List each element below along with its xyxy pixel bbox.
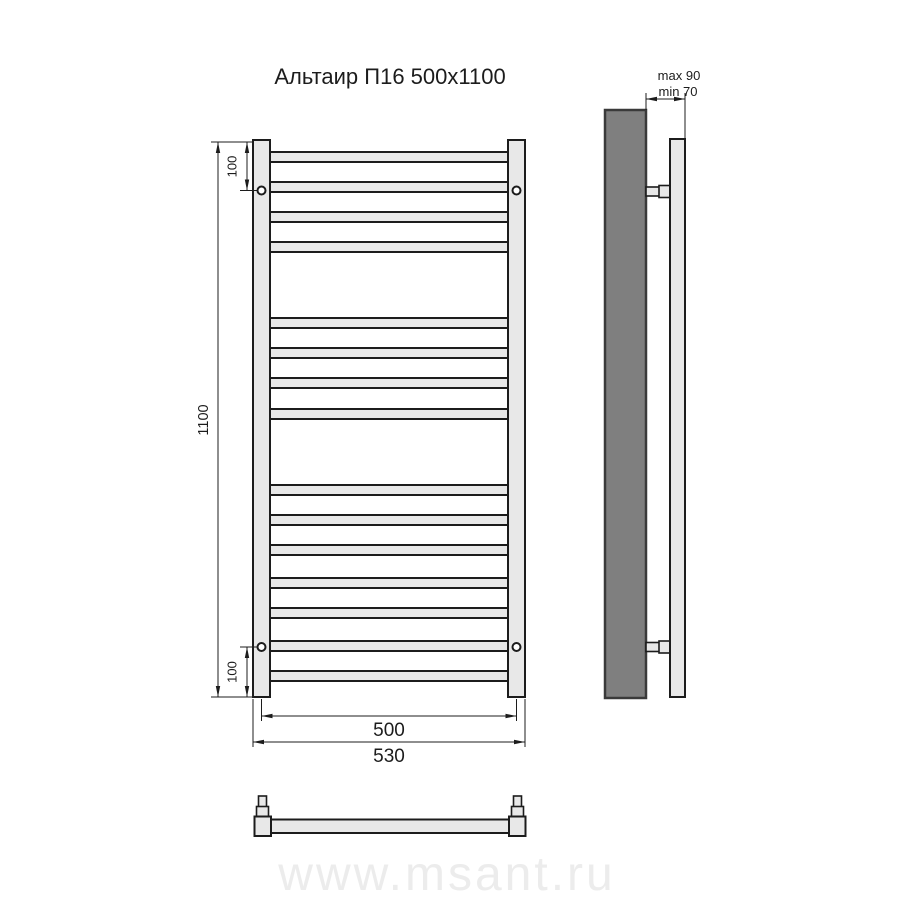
mount-hole-bottom-left	[258, 643, 266, 651]
bracket-collar-bottom	[659, 641, 670, 653]
mount-hole-top-right	[513, 187, 521, 195]
crossbar	[268, 545, 510, 555]
dimension-axis-width	[262, 699, 517, 741]
arrowhead	[245, 142, 249, 153]
arrowhead	[253, 740, 264, 744]
right-collector	[508, 140, 525, 697]
crossbar	[268, 578, 510, 588]
crossbar	[268, 671, 510, 681]
mount-hole-top-left	[258, 187, 266, 195]
crossbar	[268, 641, 510, 651]
top-offset-label: 100	[224, 155, 240, 178]
arrowhead	[646, 97, 657, 101]
overall-width-label: 530	[373, 746, 405, 767]
watermark: www.msant.ru	[278, 848, 616, 900]
dimension-wall-distance	[646, 68, 700, 139]
axis-width-label: 500	[373, 720, 405, 741]
crossbar	[268, 515, 510, 525]
arrowhead	[245, 647, 249, 658]
plan-collector-left	[255, 817, 272, 837]
mount-hole-bottom-right	[513, 643, 521, 651]
crossbar	[268, 318, 510, 328]
crossbar	[268, 378, 510, 388]
crossbar	[268, 409, 510, 419]
crossbar	[268, 608, 510, 618]
height-dimension-label: 1100	[196, 404, 212, 436]
crossbar	[268, 152, 510, 162]
crossbar	[268, 485, 510, 495]
side-view	[605, 110, 685, 698]
rail-side-profile	[670, 139, 685, 697]
plan-collector-right	[509, 817, 526, 837]
bottom-offset-label: 100	[224, 661, 240, 683]
crossbar	[268, 242, 510, 252]
wall-distance-max-label: max 90	[657, 68, 701, 83]
arrowhead	[514, 740, 525, 744]
crossbar	[268, 212, 510, 222]
plan-crossbar	[268, 820, 512, 834]
crossbar	[268, 348, 510, 358]
arrowhead	[245, 180, 249, 191]
arrowhead	[216, 142, 220, 153]
plan-view	[255, 796, 526, 836]
left-collector	[253, 140, 270, 697]
crossbar	[268, 182, 510, 192]
wall-panel	[605, 110, 646, 698]
arrowhead	[216, 686, 220, 697]
drawing-title: Альтаир П16 500х1100	[274, 64, 506, 89]
front-view	[253, 140, 525, 697]
bracket-collar-top	[659, 186, 670, 198]
arrowhead	[245, 686, 249, 697]
arrowhead	[262, 714, 273, 718]
wall-distance-min-label: min 70	[658, 84, 698, 99]
arrowhead	[506, 714, 517, 718]
dimension-height	[196, 142, 253, 697]
